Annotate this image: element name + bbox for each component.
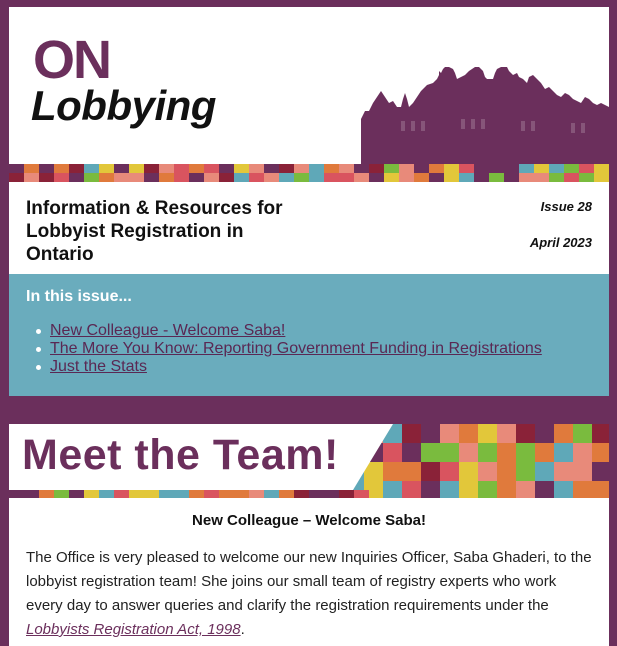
- mosaic-tile: [369, 164, 384, 173]
- mosaic-tile: [159, 173, 174, 182]
- mosaic-tile: [189, 173, 204, 182]
- paragraph-end: .: [240, 621, 245, 638]
- mosaic-tile: [554, 462, 573, 481]
- mosaic-tile: [129, 490, 144, 498]
- mosaic-tile: [489, 164, 504, 173]
- mosaic-tile: [39, 490, 54, 498]
- mosaic-tile: [573, 481, 592, 498]
- toc-item: [50, 340, 609, 358]
- mosaic-tile: [69, 164, 84, 173]
- mosaic-tile: [189, 490, 204, 498]
- mosaic-tile: [159, 164, 174, 173]
- mosaic-tile: [174, 164, 189, 173]
- mosaic-tile: [516, 481, 535, 498]
- mosaic-tile: [24, 490, 39, 498]
- mosaic-tile: [592, 481, 609, 498]
- issue-number: Issue 28: [540, 199, 592, 214]
- toc-item: [50, 358, 609, 376]
- mosaic-tile: [294, 490, 309, 498]
- mosaic-strip: [9, 164, 609, 182]
- mosaic-tile: [573, 443, 592, 462]
- mosaic-tile: [497, 443, 516, 462]
- mosaic-tile: [489, 173, 504, 182]
- mosaic-tile: [69, 173, 84, 182]
- mosaic-tile: [339, 164, 354, 173]
- mosaic-tile: [516, 424, 535, 443]
- mosaic-tile: [383, 462, 402, 481]
- issue-date: April 2023: [529, 235, 592, 250]
- mosaic-tile: [324, 164, 339, 173]
- mosaic-tile: [369, 173, 384, 182]
- mosaic-tile: [264, 173, 279, 182]
- mosaic-tile: [440, 424, 459, 443]
- toc-heading: In this issue...: [26, 288, 132, 305]
- mosaic-tile: [264, 164, 279, 173]
- mosaic-tile: [204, 164, 219, 173]
- mosaic-tile: [421, 481, 440, 498]
- mosaic-tile: [24, 164, 39, 173]
- toc-link-stats[interactable]: Just the Stats: [50, 358, 147, 375]
- page-title: Information & Resources for Lobbyist Registration in Ontario: [26, 198, 283, 265]
- mosaic-tile: [535, 424, 554, 443]
- mosaic-tile: [399, 164, 414, 173]
- mosaic-tile: [294, 164, 309, 173]
- mosaic-tile: [459, 481, 478, 498]
- mosaic-tile: [592, 443, 609, 462]
- mosaic-tile: [309, 173, 324, 182]
- mosaic-tile: [383, 481, 402, 498]
- mosaic-tile: [554, 481, 573, 498]
- mosaic-tile: [429, 173, 444, 182]
- toc-list: [26, 322, 609, 376]
- mosaic-tile: [444, 173, 459, 182]
- mosaic-tile: [219, 173, 234, 182]
- mosaic-tile: [535, 481, 554, 498]
- mosaic-tile: [573, 424, 592, 443]
- legislature-skyline-icon: [9, 7, 609, 164]
- mosaic-tile: [402, 462, 421, 481]
- mosaic-tile: [159, 490, 174, 498]
- mosaic-tile: [354, 173, 369, 182]
- mosaic-tile: [421, 424, 440, 443]
- mosaic-tile: [459, 424, 478, 443]
- mosaic-tile: [592, 424, 609, 443]
- mosaic-tile: [324, 490, 339, 498]
- mosaic-tile: [504, 164, 519, 173]
- masthead: [9, 7, 609, 164]
- mosaic-tile: [144, 164, 159, 173]
- mosaic-tile: [402, 424, 421, 443]
- mosaic-tile: [294, 173, 309, 182]
- mosaic-tile: [219, 164, 234, 173]
- mosaic-tile: [594, 164, 609, 173]
- mosaic-tile: [354, 490, 369, 498]
- mosaic-tile: [84, 173, 99, 182]
- mosaic-tile: [573, 462, 592, 481]
- mosaic-tile: [579, 173, 594, 182]
- mosaic-tile: [339, 490, 354, 498]
- mosaic-tile: [84, 164, 99, 173]
- mosaic-tile: [402, 481, 421, 498]
- mosaic-tile: [39, 173, 54, 182]
- mosaic-tile: [440, 443, 459, 462]
- mosaic-tile: [564, 164, 579, 173]
- mosaic-tile: [549, 164, 564, 173]
- mosaic-tile: [99, 164, 114, 173]
- mosaic-tile: [497, 481, 516, 498]
- mosaic-tile: [234, 164, 249, 173]
- mosaic-tile: [309, 164, 324, 173]
- mosaic-tile: [114, 173, 129, 182]
- paragraph-text: The Office is very pleased to welcome our new Inquiries Officer, Saba Ghaderi, to the lobbyist registration team! She joins our small team of registry experts who work every day to answer queries and clarify the registration requirements under the: [26, 549, 592, 614]
- mosaic-tile: [114, 490, 129, 498]
- mosaic-tile: [249, 490, 264, 498]
- toc-link-welcome-saba[interactable]: New Colleague - Welcome Saba!: [50, 322, 286, 339]
- mosaic-tile: [459, 173, 474, 182]
- mosaic-tile: [519, 173, 534, 182]
- mosaic-tile: [9, 490, 24, 498]
- mosaic-tile: [99, 490, 114, 498]
- toc-link-government-funding[interactable]: The More You Know: Reporting Government Funding in Registrations: [50, 340, 542, 357]
- mosaic-tile: [114, 164, 129, 173]
- mosaic-tile: [414, 173, 429, 182]
- mosaic-tile: [444, 164, 459, 173]
- mosaic-tile: [24, 173, 39, 182]
- logo-on: ON: [33, 30, 110, 90]
- mosaic-tile: [399, 173, 414, 182]
- act-link[interactable]: Lobbyists Registration Act, 1998: [26, 621, 241, 638]
- mosaic-tile: [554, 443, 573, 462]
- mosaic-tile: [535, 462, 554, 481]
- mosaic-tile: [534, 173, 549, 182]
- mosaic-tile: [478, 481, 497, 498]
- mosaic-tile: [144, 173, 159, 182]
- mosaic-tile: [279, 490, 294, 498]
- mosaic-tile: [384, 173, 399, 182]
- mosaic-tile: [594, 173, 609, 182]
- meet-the-team-section: [9, 424, 609, 646]
- mosaic-tile: [504, 173, 519, 182]
- mosaic-tile: [249, 173, 264, 182]
- mosaic-tile: [402, 443, 421, 462]
- mosaic-tile: [554, 424, 573, 443]
- mosaic-tile: [474, 173, 489, 182]
- mosaic-tile: [9, 173, 24, 182]
- mosaic-tile: [519, 164, 534, 173]
- mosaic-tile: [384, 164, 399, 173]
- mosaic-tile: [414, 164, 429, 173]
- mosaic-tile: [421, 462, 440, 481]
- toc-item: [50, 322, 609, 340]
- article-paragraph: [26, 546, 592, 642]
- title-block: [9, 182, 609, 274]
- mosaic-tile: [592, 462, 609, 481]
- mosaic-tile: [264, 490, 279, 498]
- mosaic-tile: [478, 462, 497, 481]
- mosaic-tile: [534, 164, 549, 173]
- mosaic-tile: [383, 443, 402, 462]
- mosaic-tile: [309, 490, 324, 498]
- mosaic-tile: [478, 443, 497, 462]
- mosaic-tile: [440, 481, 459, 498]
- mosaic-tile: [234, 490, 249, 498]
- mosaic-tile: [129, 173, 144, 182]
- mosaic-tile: [219, 490, 234, 498]
- mosaic-tile: [84, 490, 99, 498]
- mosaic-tile: [516, 443, 535, 462]
- mosaic-tile: [204, 490, 219, 498]
- mosaic-tile: [69, 490, 84, 498]
- mosaic-tile: [474, 164, 489, 173]
- mosaic-tile: [549, 173, 564, 182]
- mosaic-tile: [459, 443, 478, 462]
- mosaic-tile: [429, 164, 444, 173]
- mosaic-tile: [497, 462, 516, 481]
- mosaic-tile: [324, 173, 339, 182]
- mosaic-tile: [234, 173, 249, 182]
- mosaic-tile: [478, 424, 497, 443]
- meet-banner: [9, 424, 609, 498]
- mosaic-tile: [421, 443, 440, 462]
- mosaic-tile: [9, 164, 24, 173]
- mosaic-tile: [579, 164, 594, 173]
- mosaic-tile: [99, 173, 114, 182]
- mosaic-tile: [54, 490, 69, 498]
- mosaic-tile: [129, 164, 144, 173]
- mosaic-tile: [339, 173, 354, 182]
- mosaic-tile: [39, 164, 54, 173]
- newsletter: [9, 7, 609, 396]
- mosaic-tile: [249, 164, 264, 173]
- logo-lobbying: Lobbying: [31, 82, 216, 129]
- mosaic-tile: [459, 462, 478, 481]
- mosaic-tile: [459, 164, 474, 173]
- mosaic-tile: [535, 443, 554, 462]
- in-this-issue: [9, 274, 609, 396]
- mosaic-tile: [204, 173, 219, 182]
- mosaic-tile: [54, 164, 69, 173]
- mosaic-tile: [144, 490, 159, 498]
- mosaic-tile: [174, 173, 189, 182]
- mosaic-tile: [54, 173, 69, 182]
- mosaic-tile: [174, 490, 189, 498]
- mosaic-tile: [564, 173, 579, 182]
- mosaic-tile: [516, 462, 535, 481]
- mosaic-tile: [497, 424, 516, 443]
- mosaic-tile: [440, 462, 459, 481]
- mosaic-tile: [354, 164, 369, 173]
- article-heading: New Colleague – Welcome Saba!: [192, 512, 426, 529]
- mosaic-tile: [279, 173, 294, 182]
- mosaic-tile: [189, 164, 204, 173]
- mosaic-tile: [279, 164, 294, 173]
- banner-title: Meet the Team!: [22, 431, 339, 479]
